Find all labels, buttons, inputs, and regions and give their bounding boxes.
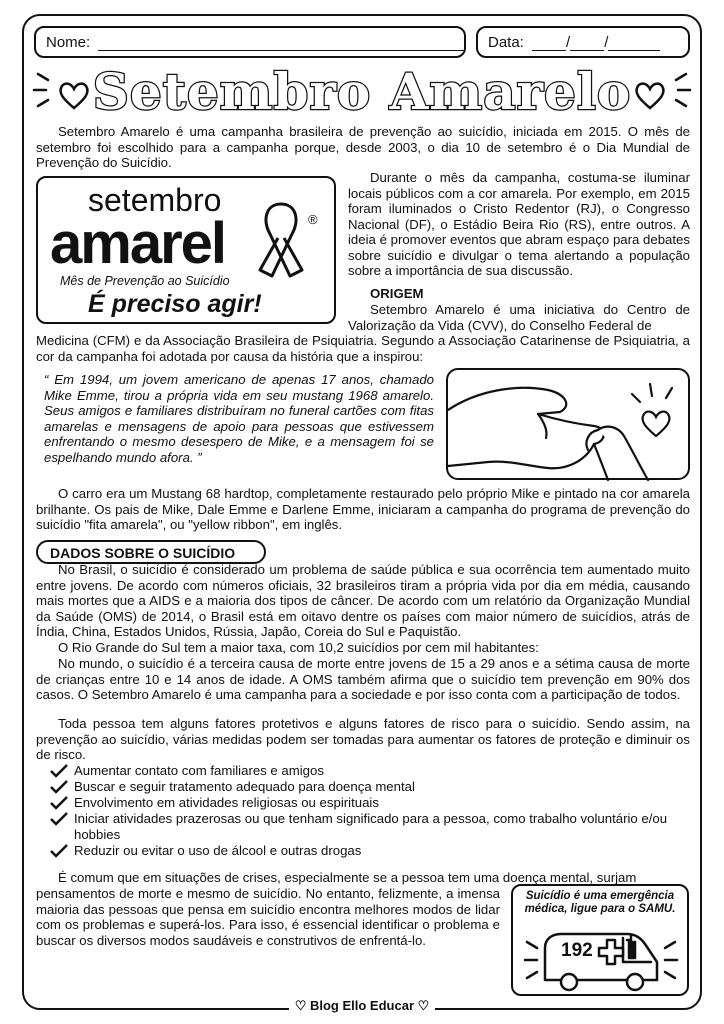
check-icon [50, 812, 68, 826]
heart-right-icon: ♡ [417, 998, 430, 1013]
hands-illustration [446, 368, 690, 480]
samu-number: 192 [561, 940, 593, 961]
samu-callout [511, 884, 689, 996]
date-day-line [532, 37, 566, 51]
protective-factors-list [50, 763, 690, 859]
data-paragraph-1: No Brasil, o suicídio é considerado um problema de saúde pública e sua ocorrência tem aumentado muito entre jovens. De acordo com números oficiais, 32 brasileiros tiram a própria vida por dia em média, causando mais mortes que a AIDS e a maioria dos tipos de câncer. De acordo com um relatório da Organização Mundial da Saúde (OMS) de 2014, o Brasil está em oitavo dentre os países com maior número de suicídios, atrás de Índia, China, Estados Unidos, Rússia, Japão, Coreia do Sul e Paquistão. [36, 562, 690, 639]
intro-paragraph: Setembro Amarelo é uma campanha brasileira de prevenção ao suicídio, iniciada em 2015. O mês de setembro foi escolhido para a campanha porque, desde 2003, o dia 10 de setembro é o Dia Mundial de Prevenção do Suicídio. [36, 124, 690, 170]
origin-quote: “ Em 1994, um jovem americano de apenas 17 anos, chamado Mike Emme, tirou a própria vida em seu mustang 1968 amarelo. Seus amigos e familiares distribuíram no funeral cartões com fitas amarelas e mensagens de apoio para pessoas que estivessem enfrentando o mesmo desespero de Mike, e a mensagem foi se espelhando mundo afora. ” [44, 372, 434, 465]
check-icon [50, 780, 68, 794]
logo-slogan: É preciso agir! [88, 290, 262, 318]
list-item: Envolvimento em atividades religiosas ou espirituais [50, 795, 690, 811]
date-month-line [570, 37, 604, 51]
campaign-paragraph: Durante o mês da campanha, costuma-se iluminar locais públicos com a cor amarela. Por exemplo, em 2015 foram iluminados o Cristo Redentor (RJ), o Congresso Nacional (DF), o Estádio Beira Rio (RS), entre outros. A ideia é promover eventos que abram espaço para debates sobre suicídio e divulgar o tema alertando a população sobre a importância de sua discussão. [348, 170, 690, 278]
origin-paragraph-b: Medicina (CFM) e da Associação Brasileira de Psiquiatria. Segundo a Associação Catarinense de Psiquiatria, a cor da campanha foi adotada por causa da história que a inspirou: [36, 333, 690, 364]
name-field[interactable] [34, 26, 466, 58]
data-paragraph-3: No mundo, o suicídio é a terceira causa de morte entre jovens de 15 a 29 anos e a sétima causa de morte de crianças entre 10 e 14 anos de idade. A OMS também afirma que o suicídio tem prevenção em 90% dos casos. O Setembro Amarelo é uma campanha para a sociedade e por isso conta com a participação de todos. [36, 656, 690, 702]
logo-subtitle: Mês de Prevenção ao Suicídio [60, 274, 230, 288]
logo-main-text: amarel [50, 211, 226, 276]
campaign-logo [36, 176, 336, 324]
data-paragraph-4: Toda pessoa tem alguns fatores protetivos e alguns fatores de risco para o suicídio. Sendo assim, na prevenção ao suicídio, várias medidas podem ser tomadas para aumentar os fatores de proteção e diminuir os de risco. [36, 716, 690, 762]
data-section-heading: DADOS SOBRE O SUICÍDIO [36, 540, 266, 564]
registered-mark: ® [308, 212, 318, 227]
header-fields [34, 26, 690, 58]
holding-hands-icon [448, 370, 692, 482]
name-label: Nome: [46, 34, 91, 51]
page-title: Setembro Amarelo [92, 62, 632, 121]
date-field[interactable]: Data: / / [476, 26, 690, 58]
data-paragraph-5a: É comum que em situações de crises, especialmente se a pessoa tem uma doença mental, surjam [58, 870, 637, 885]
list-item: Iniciar atividades prazerosas ou que tenham significado para a pessoa, como trabalho voluntário e/ou hobbies [50, 811, 690, 842]
origin-heading: ORIGEM [370, 286, 424, 301]
footer [0, 998, 724, 1014]
title-area [30, 62, 694, 126]
ribbon-icon [250, 198, 312, 282]
list-item: Reduzir ou evitar o uso de álcool e outras drogas [50, 843, 690, 859]
date-label: Data: [488, 34, 524, 51]
logo-top-text: setembro [88, 182, 222, 218]
check-icon [50, 764, 68, 778]
footer-text: Blog Ello Educar [309, 998, 414, 1013]
name-line [98, 37, 466, 51]
heart-sparkle-right-icon [632, 62, 692, 122]
heart-left-icon: ♡ [294, 998, 307, 1013]
list-item: Buscar e seguir tratamento adequado para doença mental [50, 779, 690, 795]
footer-label [289, 998, 436, 1014]
data-paragraph-2: O Rio Grande do Sul tem a maior taxa, com 10,2 suicídios por cem mil habitantes: [58, 640, 539, 655]
list-item: Aumentar contato com familiares e amigos [50, 763, 690, 779]
check-icon [50, 796, 68, 810]
samu-title: Suicídio é uma emergência médica, ligue para o SAMU. [524, 890, 676, 915]
data-paragraph-5b: pensamentos de morte e mesmo de suicídio. No entanto, felizmente, a imensa maioria das pessoas que pensa em suicídio encontra melhores modos de lidar com os problemas e superá-los. Para isso, é essencial identificar o problema e buscar os diversos modos saudáveis e construtivos de enfrentá-lo. [36, 886, 500, 948]
after-quote-paragraph: O carro era um Mustang 68 hardtop, completamente restaurado pelo próprio Mike e pintado na cor amarela brilhante. Os pais de Mike, Dale Emme e Darlene Emme, iniciaram a campanha do programa de prevenção do suicídio "fita amarela", ou "yellow ribbon", em inglês. [36, 486, 690, 532]
date-year-line [608, 37, 660, 51]
origin-paragraph-a: Setembro Amarelo é uma iniciativa do Centro de Valorização da Vida (CVV), do Conselho Federal de [348, 302, 690, 333]
check-icon [50, 844, 68, 858]
ambulance-icon [523, 918, 679, 994]
